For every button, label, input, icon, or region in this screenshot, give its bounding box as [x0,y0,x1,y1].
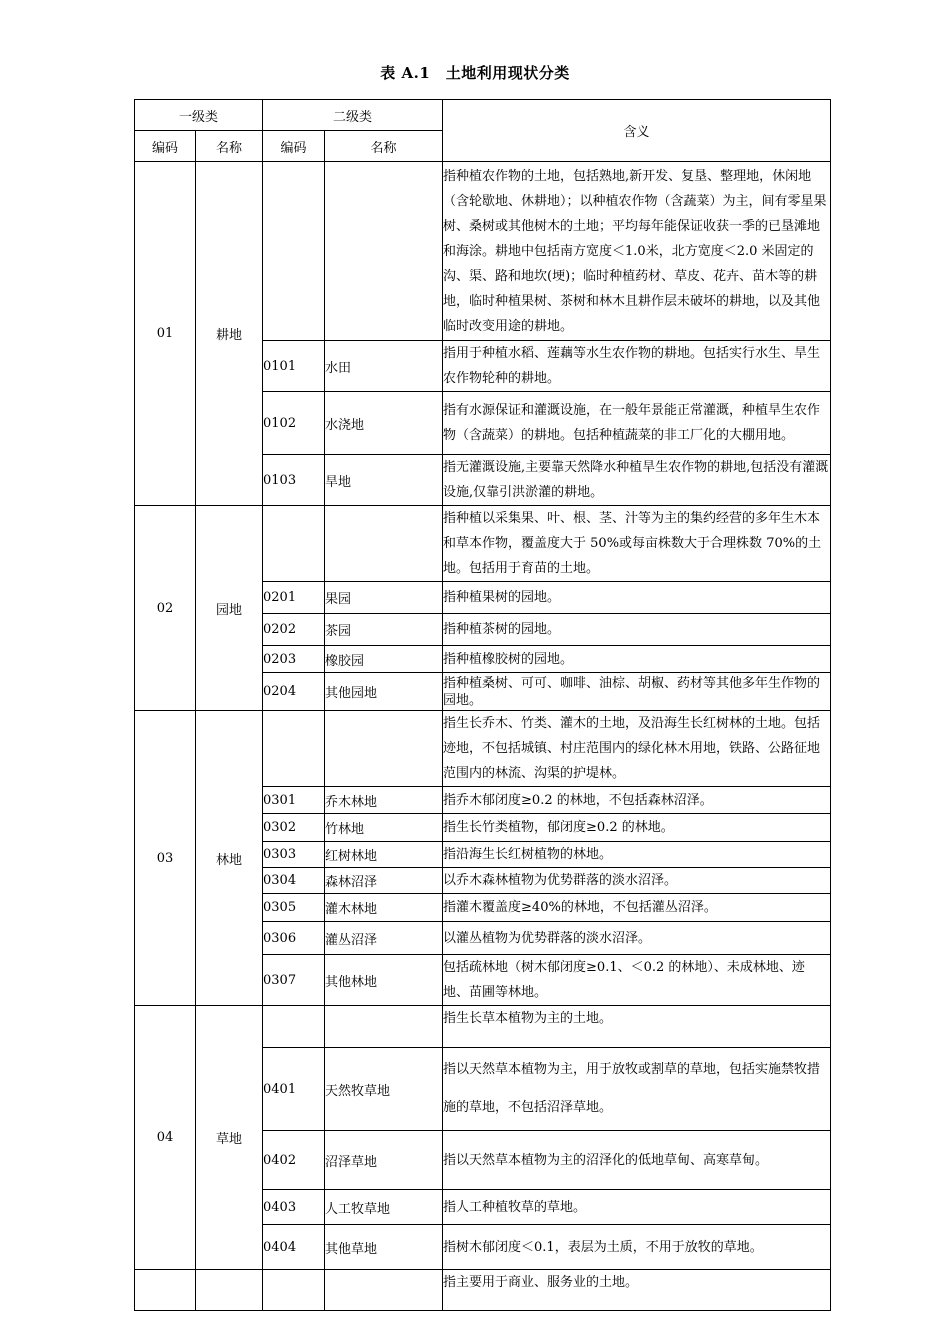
header-name-1: 名称 [196,131,263,162]
table-row [135,1006,831,1048]
header-code-2: 编码 [263,131,325,162]
header-name-2: 名称 [325,131,443,162]
subcategory-description: 指沿海生长红树植物的林地。 [443,842,831,868]
table-row [135,506,831,582]
subcategory-description: 指树木郁闭度＜0.1，表层为土质，不用于放牧的草地。 [443,1225,831,1270]
category-description: 指种植以采集果、叶、根、茎、汁等为主的集约经营的多年生木本和草本作物，覆盖度大于 50%或每亩株数大于合理株数 70%的土地。包括用于育苗的土地。 [443,506,831,582]
category-description: 指主要用于商业、服务业的土地。 [443,1270,831,1311]
subcategory-description: 指以天然草本植物为主的沼泽化的低地草甸、高寒草甸。 [443,1131,831,1190]
subcategory-description: 以乔木森林植物为优势群落的淡水沼泽。 [443,868,831,894]
header-level1: 一级类 [135,100,263,131]
subcategory-code: 0203 [263,646,325,673]
subcategory-code: 0404 [263,1225,325,1270]
subcategory-name: 旱地 [325,455,443,506]
table-row [135,711,831,787]
subcategory-name: 灌木林地 [325,894,443,922]
table-title: 表 A.1 土地利用现状分类 [380,64,570,82]
subcategory-name: 人工牧草地 [325,1190,443,1225]
subcategory-name: 天然牧草地 [325,1048,443,1131]
subcategory-code: 0304 [263,868,325,894]
subcategory-name: 水田 [325,341,443,392]
header-meaning: 含义 [443,100,831,162]
subcategory-code: 0103 [263,455,325,506]
subcategory-code: 0201 [263,582,325,614]
subcategory-code [263,506,325,582]
subcategory-name [325,1270,443,1311]
subcategory-description: 指种植桑树、可可、咖啡、油棕、胡椒、药材等其他多年生作物的园地。 [443,673,831,711]
category-name: 草地 [196,1006,263,1270]
header-level2: 二级类 [263,100,443,131]
subcategory-description: 指人工种植牧草的草地。 [443,1190,831,1225]
category-code [135,1270,196,1311]
subcategory-name: 其他草地 [325,1225,443,1270]
subcategory-name: 沼泽草地 [325,1131,443,1190]
category-code: 03 [135,711,196,1006]
subcategory-name: 果园 [325,582,443,614]
subcategory-code: 0306 [263,922,325,955]
subcategory-description: 指种植茶树的园地。 [443,614,831,646]
subcategory-name [325,506,443,582]
subcategory-description: 指种植果树的园地。 [443,582,831,614]
subcategory-name: 竹林地 [325,814,443,842]
subcategory-description: 指以天然草本植物为主，用于放牧或割草的草地，包括实施禁牧措施的草地，不包括沼泽草地。 [443,1048,831,1131]
subcategory-name: 森林沼泽 [325,868,443,894]
subcategory-code: 0401 [263,1048,325,1131]
subcategory-code: 0301 [263,787,325,814]
subcategory-code [263,1006,325,1048]
subcategory-name [325,1006,443,1048]
category-description: 指生长乔木、竹类、灌木的土地，及沿海生长红树林的土地。包括迹地，不包括城镇、村庄范围内的绿化林木用地，铁路、公路征地范围内的林流、沟渠的护堤林。 [443,711,831,787]
subcategory-name: 其他园地 [325,673,443,711]
category-description: 指种植农作物的土地，包括熟地,新开发、复垦、整理地，休闲地（含轮歇地、休耕地）；以种植农作物（含蔬菜）为主，间有零星果树、桑树或其他树木的土地；平均每年能保证收获一季的已垦滩地和海涂。耕地中包括南方宽度＜1.0米，北方宽度＜2.0 米固定的沟、渠、路和地坎(埂)；临时种植药材、草皮、花卉、苗木等的耕地，临时种植果树、茶树和林木且耕作层未破坏的耕地，以及其他临时改变用途的耕地。 [443,162,831,341]
subcategory-description: 指种植橡胶树的园地。 [443,646,831,673]
subcategory-name: 橡胶园 [325,646,443,673]
subcategory-code: 0102 [263,392,325,455]
subcategory-code: 0307 [263,955,325,1006]
subcategory-code: 0403 [263,1190,325,1225]
subcategory-description: 指乔木郁闭度≥0.2 的林地，不包括森林沼泽。 [443,787,831,814]
table-row [135,162,831,341]
subcategory-description: 指灌木覆盖度≥40%的林地，不包括灌丛沼泽。 [443,894,831,922]
category-code: 01 [135,162,196,506]
header-code-1: 编码 [135,131,196,162]
subcategory-code: 0402 [263,1131,325,1190]
table-row [135,1270,831,1311]
subcategory-description: 指有水源保证和灌溉设施，在一般年景能正常灌溉，种植旱生农作物（含蔬菜）的耕地。包括种植蔬菜的非工厂化的大棚用地。 [443,392,831,455]
subcategory-description: 以灌丛植物为优势群落的淡水沼泽。 [443,922,831,955]
subcategory-name [325,162,443,341]
subcategory-code: 0204 [263,673,325,711]
subcategory-code [263,162,325,341]
subcategory-code: 0303 [263,842,325,868]
category-description: 指生长草本植物为主的土地。 [443,1006,831,1048]
category-name [196,1270,263,1311]
subcategory-code: 0202 [263,614,325,646]
subcategory-name: 其他林地 [325,955,443,1006]
subcategory-name: 红树林地 [325,842,443,868]
subcategory-code [263,711,325,787]
subcategory-name: 灌丛沼泽 [325,922,443,955]
subcategory-code: 0305 [263,894,325,922]
category-code: 02 [135,506,196,711]
subcategory-description: 包括疏林地（树木郁闭度≥0.1、＜0.2 的林地）、未成林地、迹地、苗圃等林地。 [443,955,831,1006]
category-name: 林地 [196,711,263,1006]
land-use-classification-table [134,99,831,1311]
subcategory-name: 水浇地 [325,392,443,455]
category-name: 园地 [196,506,263,711]
category-name: 耕地 [196,162,263,506]
subcategory-code [263,1270,325,1311]
subcategory-code: 0302 [263,814,325,842]
subcategory-description: 指生长竹类植物，郁闭度≥0.2 的林地。 [443,814,831,842]
subcategory-code: 0101 [263,341,325,392]
category-code: 04 [135,1006,196,1270]
header-row-1 [135,100,831,131]
subcategory-description: 指用于种植水稻、莲藕等水生农作物的耕地。包括实行水生、旱生农作物轮种的耕地。 [443,341,831,392]
subcategory-name [325,711,443,787]
subcategory-name: 茶园 [325,614,443,646]
subcategory-description: 指无灌溉设施,主要靠天然降水种植旱生农作物的耕地,包括没有灌溉设施,仅靠引洪淤灌的耕地。 [443,455,831,506]
subcategory-name: 乔木林地 [325,787,443,814]
